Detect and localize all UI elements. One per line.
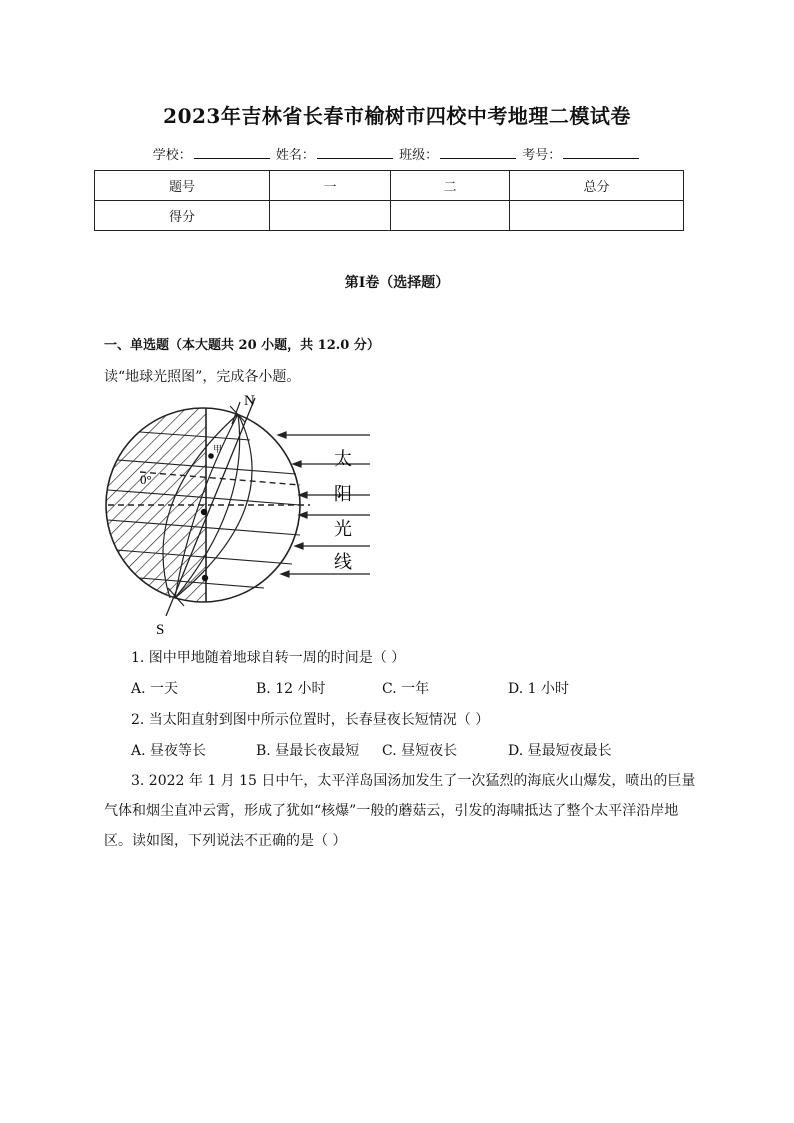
part-heading: 一、单选题（本大题共 20 小题，共 12.0 分）: [104, 338, 380, 353]
score-header-cell: 题号: [95, 171, 270, 201]
score-table: [94, 170, 684, 231]
q1-option-b[interactable]: B. 12 小时: [256, 681, 326, 697]
night-side-hatching: [100, 392, 206, 637]
question-1-stem: 1. 图中甲地随着地球自转一周的时间是（ ）: [131, 650, 406, 666]
q1-option-d[interactable]: D. 1 小时: [508, 681, 569, 697]
class-blank[interactable]: [440, 146, 516, 159]
point-south: [202, 575, 208, 581]
score-cell[interactable]: [510, 201, 684, 231]
school-label: 学校：: [152, 148, 192, 163]
class-label: 班级：: [399, 148, 439, 163]
jia-label: 甲: [213, 445, 223, 455]
sun-label-1: 太: [334, 449, 352, 470]
score-header-cell: 总分: [510, 171, 684, 201]
score-row-label: 得分: [95, 201, 270, 231]
q2-option-b[interactable]: B. 昼最长夜最短: [256, 743, 360, 759]
q2-option-d[interactable]: D. 昼最短夜最长: [508, 743, 612, 759]
q1-option-c[interactable]: C. 一年: [382, 681, 430, 697]
score-header-row: [95, 171, 684, 201]
question-intro: 读“地球光照图”，完成各小题。: [104, 369, 301, 385]
question-2-stem: 2. 当太阳直射到图中所示位置时，长春昼夜长短情况（ ）: [131, 712, 490, 728]
sun-label-2: 阳: [334, 484, 352, 505]
student-info-line: [0, 144, 794, 163]
exam-title: 2023年吉林省长春市榆树市四校中考地理二模试卷: [163, 104, 631, 128]
q1-option-a[interactable]: A. 一天: [131, 681, 179, 697]
section-title: 第Ⅰ卷（选择题）: [344, 275, 450, 291]
score-cell[interactable]: [270, 201, 391, 231]
name-blank[interactable]: [317, 146, 393, 159]
exam-no-label: 考号：: [522, 148, 562, 163]
school-blank[interactable]: [194, 146, 270, 159]
name-label: 姓名：: [275, 148, 315, 163]
north-label: N: [244, 393, 255, 409]
score-value-row: [95, 201, 684, 231]
score-header-cell: 二: [391, 171, 510, 201]
score-header-cell: 一: [270, 171, 391, 201]
sun-label-4: 线: [334, 552, 352, 573]
score-cell[interactable]: [391, 201, 510, 231]
point-equator: [201, 509, 207, 515]
earth-illumination-diagram: [100, 392, 390, 637]
q2-option-c[interactable]: C. 昼短夜长: [382, 743, 458, 759]
south-label: S: [156, 622, 165, 637]
q2-option-a[interactable]: A. 昼夜等长: [131, 743, 207, 759]
question-3-stem: 3. 2022 年 1 月 15 日中午，太平洋岛国汤加发生了一次猛烈的海底火山爆发，喷出的巨量气体和烟尘直冲云霄，形成了犹如“核爆”一般的蘑菇云，引发的海啸抵达了整个太平洋沿岸地区。读如图，下列说法不正确的是（ ）: [104, 773, 696, 849]
exam-no-blank[interactable]: [563, 146, 639, 159]
sun-label-3: 光: [334, 519, 352, 540]
zero-longitude-label: 0°: [140, 472, 152, 487]
